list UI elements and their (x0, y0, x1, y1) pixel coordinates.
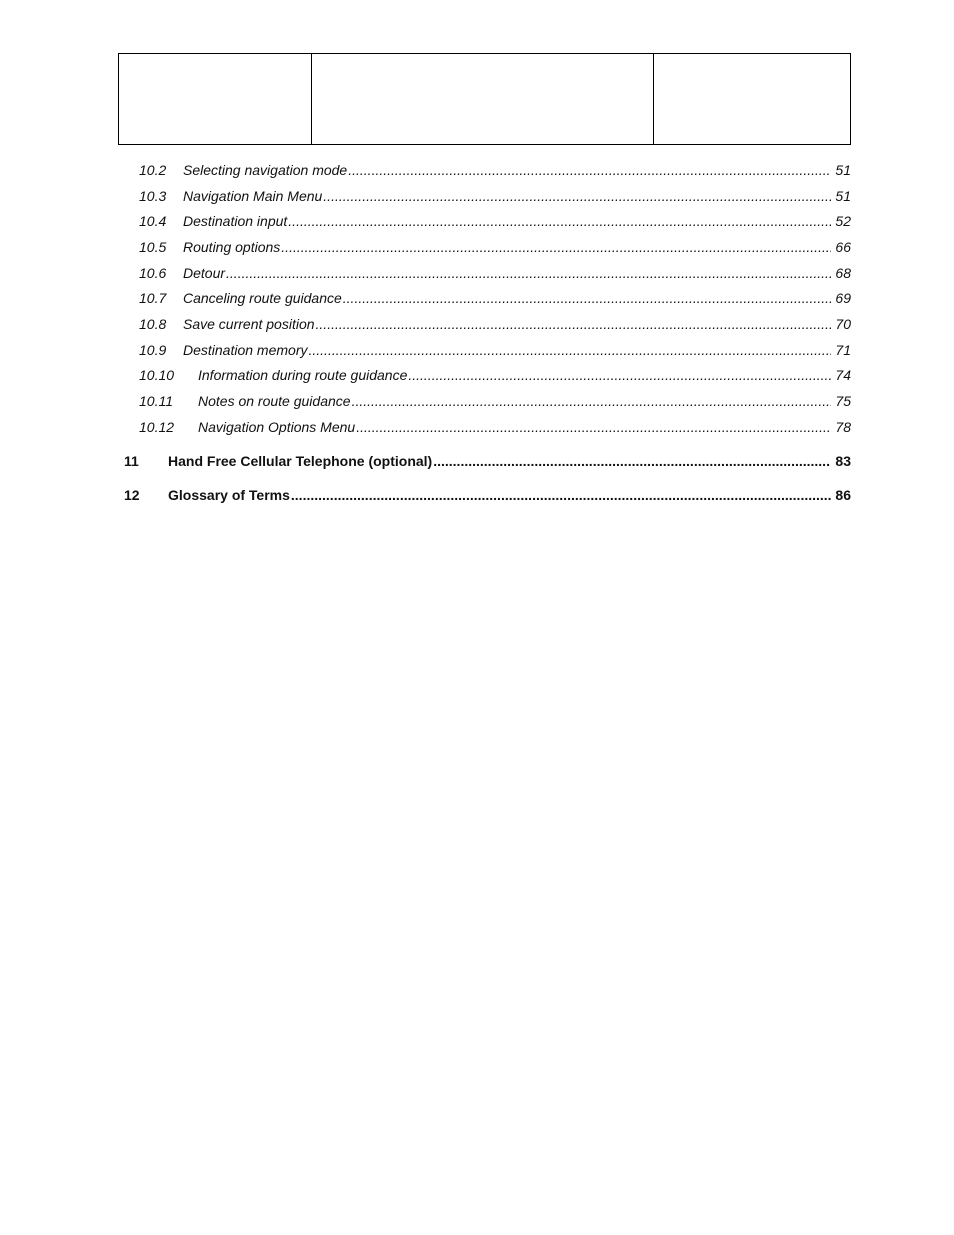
toc-chapter-number: 11 (124, 453, 139, 469)
toc-chapter-number: 12 (124, 487, 140, 503)
header-cell-middle (312, 54, 654, 144)
toc-leader-dots (433, 453, 831, 469)
toc-chapter-title: Hand Free Cellular Telephone (optional) (168, 453, 433, 469)
toc-leader-dots (343, 290, 832, 306)
toc-entry-number: 10.8 (139, 316, 167, 332)
toc-leader-dots (348, 162, 831, 178)
toc-chapter-11[interactable] (124, 453, 851, 469)
toc-leader-dots (316, 316, 832, 332)
toc-entry-title: Destination input (183, 213, 288, 229)
toc-entry-10-9[interactable] (139, 342, 851, 358)
toc-leader-dots (323, 188, 831, 204)
toc-entry-number: 10.2 (139, 162, 167, 178)
toc-entry-number: 10.4 (139, 213, 167, 229)
toc-entry-number: 10.12 (139, 419, 175, 435)
toc-entry-10-3[interactable] (139, 188, 851, 204)
toc-entry-number: 10.3 (139, 188, 167, 204)
toc-entry-number: 10.9 (139, 342, 167, 358)
header-cell-left (119, 54, 312, 144)
toc-entry-title: Notes on route guidance (198, 393, 351, 409)
toc-entry-title: Selecting navigation mode (183, 162, 348, 178)
toc-entry-title: Destination memory (183, 342, 308, 358)
header-table (118, 53, 851, 145)
toc-entry-title: Routing options (183, 239, 281, 255)
header-cell-right (654, 54, 850, 144)
toc-entry-number: 10.6 (139, 265, 167, 281)
toc-entry-page: 68 (835, 265, 851, 281)
toc-entry-10-7[interactable] (139, 290, 851, 306)
toc-leader-dots (281, 239, 831, 255)
toc-chapter-page: 86 (835, 487, 851, 503)
toc-entry-page: 70 (835, 316, 851, 332)
toc-chapter-12[interactable] (124, 487, 851, 503)
toc-entry-10-12[interactable] (139, 419, 851, 435)
toc-entry-number: 10.11 (139, 393, 173, 409)
toc-leader-dots (356, 419, 831, 435)
toc-entry-page: 75 (835, 393, 851, 409)
toc-entry-10-5[interactable] (139, 239, 851, 255)
toc-chapter-title: Glossary of Terms (168, 487, 290, 503)
toc-entry-number: 10.10 (139, 367, 175, 383)
toc-entry-number: 10.5 (139, 239, 167, 255)
toc-entry-10-8[interactable] (139, 316, 851, 332)
toc-leader-dots (408, 367, 831, 383)
toc-entry-page: 78 (835, 419, 851, 435)
toc-leader-dots (226, 265, 831, 281)
toc-entry-10-6[interactable] (139, 265, 851, 281)
toc-entry-10-2[interactable] (139, 162, 851, 178)
toc-entry-number: 10.7 (139, 290, 167, 306)
toc-entry-page: 71 (835, 342, 851, 358)
toc-chapter-page: 83 (835, 453, 851, 469)
toc-entry-title: Canceling route guidance (183, 290, 342, 306)
toc-leader-dots (291, 487, 832, 503)
toc-leader-dots (309, 342, 832, 358)
toc-entry-title: Navigation Options Menu (198, 419, 356, 435)
toc-entry-page: 69 (835, 290, 851, 306)
toc-entry-page: 51 (835, 162, 851, 178)
toc-entry-page: 66 (835, 239, 851, 255)
toc-entry-page: 74 (835, 367, 851, 383)
toc-entry-10-11[interactable] (139, 393, 851, 409)
toc-entry-title: Information during route guidance (198, 367, 408, 383)
toc-entry-title: Save current position (183, 316, 315, 332)
toc-entry-page: 52 (835, 213, 851, 229)
toc-entry-title: Navigation Main Menu (183, 188, 323, 204)
toc-entry-10-10[interactable] (139, 367, 851, 383)
toc-leader-dots (352, 393, 832, 409)
toc-entry-page: 51 (835, 188, 851, 204)
toc-leader-dots (288, 213, 831, 229)
toc-entry-title: Detour (183, 265, 226, 281)
toc-entry-10-4[interactable] (139, 213, 851, 229)
